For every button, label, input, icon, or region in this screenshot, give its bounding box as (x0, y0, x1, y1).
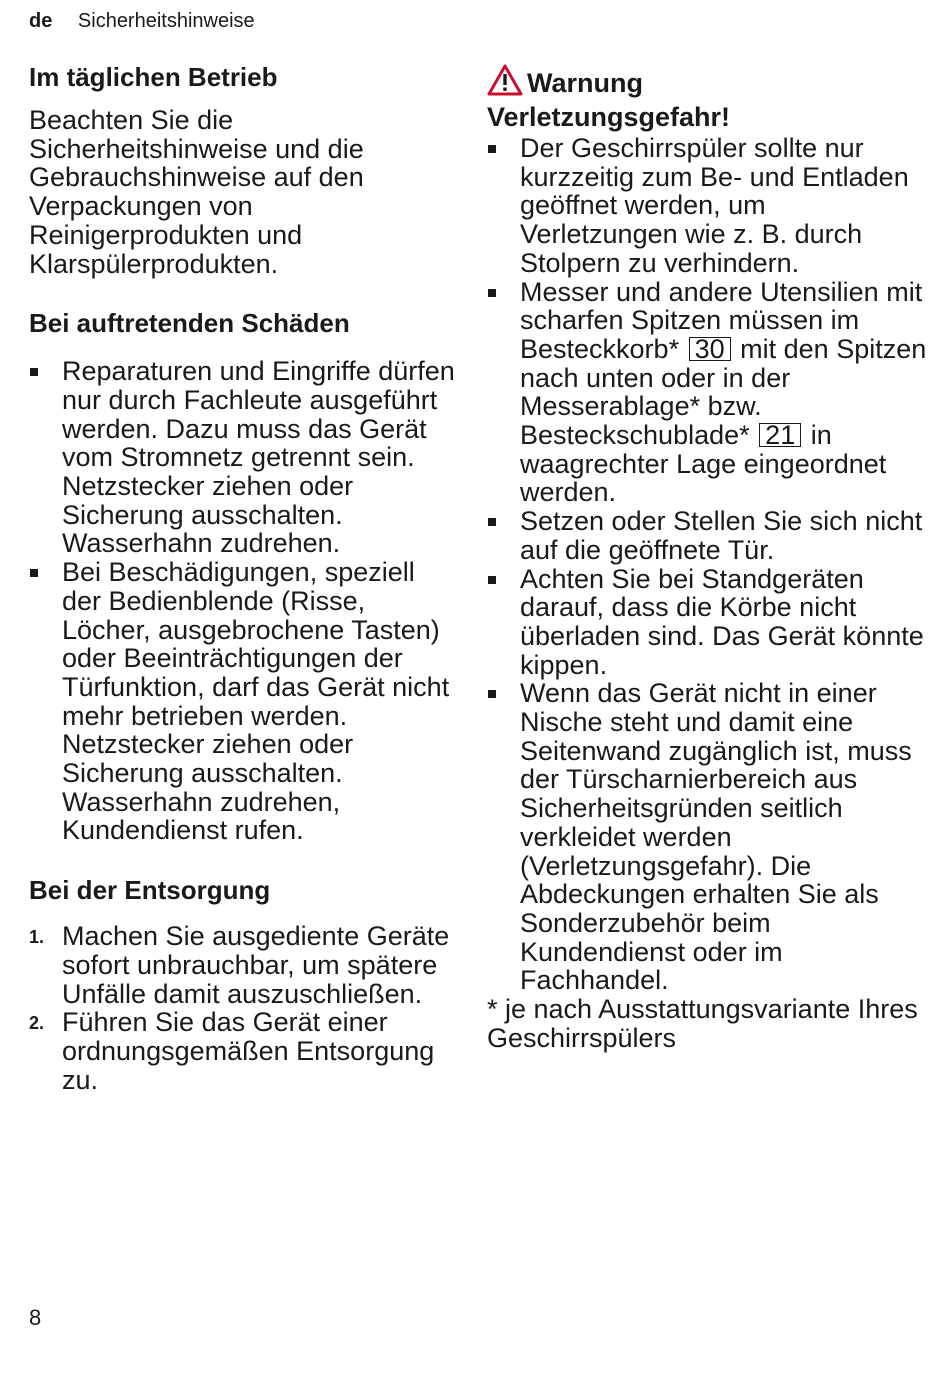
warning-title: Warnung (527, 68, 643, 98)
list-item-text: Der Geschirrspüler sollte nur kurzzeitig zum Be- und Entladen geöffnet werden, um Verletzungen wie z. B. durch Stolpern zu verhindern. (520, 133, 909, 278)
daily-operation-text: Beachten Sie die Sicherheitshinweise und die Gebrauchshinweise auf den Verpackungen von Reinigerprodukten und Klarspülerprodukten. (29, 105, 364, 279)
warning-triangle-icon (487, 64, 523, 102)
figure-reference: 21 (759, 423, 801, 447)
list-item-text-part: mit den Spitzen nach unten oder in der Messerablage* bzw. Besteckschublade* (520, 333, 927, 451)
bullet-square-icon (488, 145, 496, 153)
bullet-square-icon (488, 576, 496, 584)
bullet-square-icon (488, 518, 496, 526)
list-item (487, 565, 927, 680)
step-item (29, 1008, 459, 1094)
footnote: * je nach Ausstattungsvariante Ihres Geschirrspülers (487, 994, 918, 1053)
bullet-square-icon (488, 690, 496, 698)
page-number: 8 (29, 1305, 42, 1330)
step-text: Machen Sie ausgediente Geräte sofort unbrauchbar, um spätere Unfälle damit auszuschließen. (62, 921, 450, 1009)
language-label: de (29, 10, 53, 32)
warning-heading (487, 64, 927, 132)
step-text: Führen Sie das Gerät einer ordnungsgemäßen Entsorgung zu. (62, 1007, 435, 1095)
bullet-square-icon (30, 368, 38, 376)
list-item-text: Bei Beschädigungen, speziell der Bedienblende (Risse, Löcher, ausgebrochene Tasten) oder Beeinträchtigungen der Türfunktion, darf das Gerät nicht mehr betrieben werden. Netzstecker ziehen oder Sicherung ausschalten. Wasserhahn zudrehen, Kundendienst rufen. (62, 557, 450, 846)
damage-list (29, 357, 459, 845)
heading-damage: Bei auftretenden Schäden (29, 308, 350, 339)
list-item (487, 507, 927, 564)
right-column (487, 64, 927, 1053)
step-number: 1. (29, 927, 45, 948)
list-item (29, 558, 459, 845)
list-item (29, 357, 459, 558)
list-item-text: Wenn das Gerät nicht in einer Nische steht und damit eine Seitenwand zugänglich ist, muss der Türscharnierbereich aus Sicherheitsgründen seitlich verkleidet werden (Verletzungsgefahr). Die Abdeckungen erhalten Sie als Sonderzubehör beim Kundendienst oder im Fachhandel. (520, 678, 912, 996)
step-item (29, 922, 459, 1008)
warning-list (487, 134, 927, 995)
list-item (487, 134, 927, 278)
disposal-steps (29, 922, 459, 1094)
heading-daily-operation: Im täglichen Betrieb (29, 62, 278, 92)
list-item-text: Achten Sie bei Standgeräten darauf, dass die Körbe nicht überladen sind. Das Gerät könnte kippen. (520, 563, 924, 680)
section-title: Sicherheitshinweise (77, 10, 255, 32)
bullet-square-icon (488, 289, 496, 297)
list-item (487, 679, 927, 995)
left-column (29, 60, 459, 1094)
list-item (487, 278, 927, 508)
warning-subtitle: Verletzungsgefahr! (487, 102, 731, 132)
figure-reference: 30 (689, 337, 731, 361)
list-item-text-part: in waagrechter Lage eingeordnet werden. (520, 420, 887, 508)
bullet-square-icon (30, 569, 38, 577)
list-item-text-part: Messer und andere Utensilien mit scharfen Spitzen müssen im Besteckkorb* (520, 276, 923, 364)
page-header (29, 9, 255, 33)
heading-disposal: Bei der Entsorgung (29, 875, 271, 906)
step-number: 2. (29, 1013, 45, 1034)
list-item-text: Reparaturen und Eingriffe dürfen nur durch Fachleute ausgeführt werden. Dazu muss das Gerät vom Stromnetz getrennt sein. Netzstecker ziehen oder Sicherung ausschalten. Wasserhahn zudrehen. (62, 356, 455, 559)
list-item-text: Setzen oder Stellen Sie sich nicht auf die geöffnete Tür. (520, 506, 923, 565)
